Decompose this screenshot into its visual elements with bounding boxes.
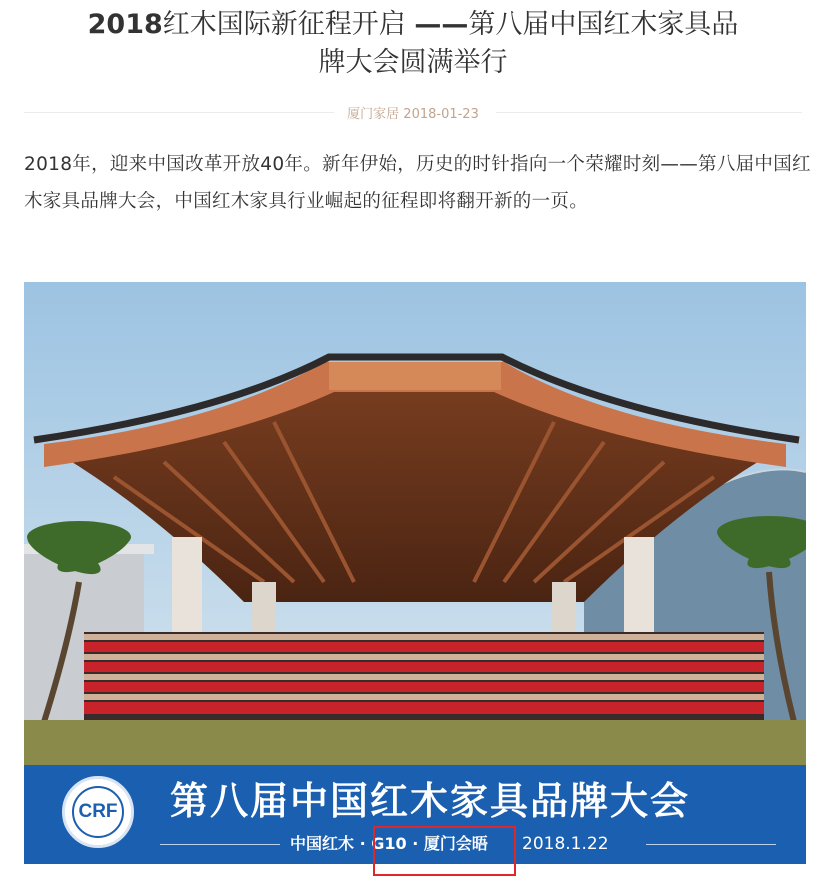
meta-line	[341, 107, 485, 122]
banner-title: 第八届中国红木家具品牌大会	[170, 779, 691, 823]
title-dash: ——	[414, 9, 469, 40]
banner-date: 2018.1.22	[522, 834, 609, 854]
highlight-annotation-box	[373, 826, 516, 876]
banner-divider-right	[646, 844, 776, 845]
article-intro: 2018年，迎来中国改革开放40年。新年伊始，历史的时针指向一个荣耀时刻——第八届中国红木家具品牌大会，中国红木家具行业崛起的征程即将翻开新的一页。	[24, 154, 811, 212]
crf-logo	[62, 776, 134, 848]
title-year: 2018	[87, 9, 163, 40]
banner-subtitle: 中国红木 · G10 · 厦门会晤	[290, 834, 488, 853]
article-meta	[0, 100, 826, 124]
article-title	[20, 6, 806, 82]
title-line1-tail: 第八届中国红木家具品	[468, 9, 739, 40]
article-source[interactable]: 厦门家居	[347, 107, 400, 122]
banner-divider-left	[160, 844, 280, 845]
title-line1: 红木国际新征程开启	[162, 9, 415, 40]
title-line2: 牌大会圆满举行	[318, 47, 508, 78]
logo-text: CRF	[78, 801, 118, 822]
article-date: 2018-01-23	[403, 107, 479, 122]
